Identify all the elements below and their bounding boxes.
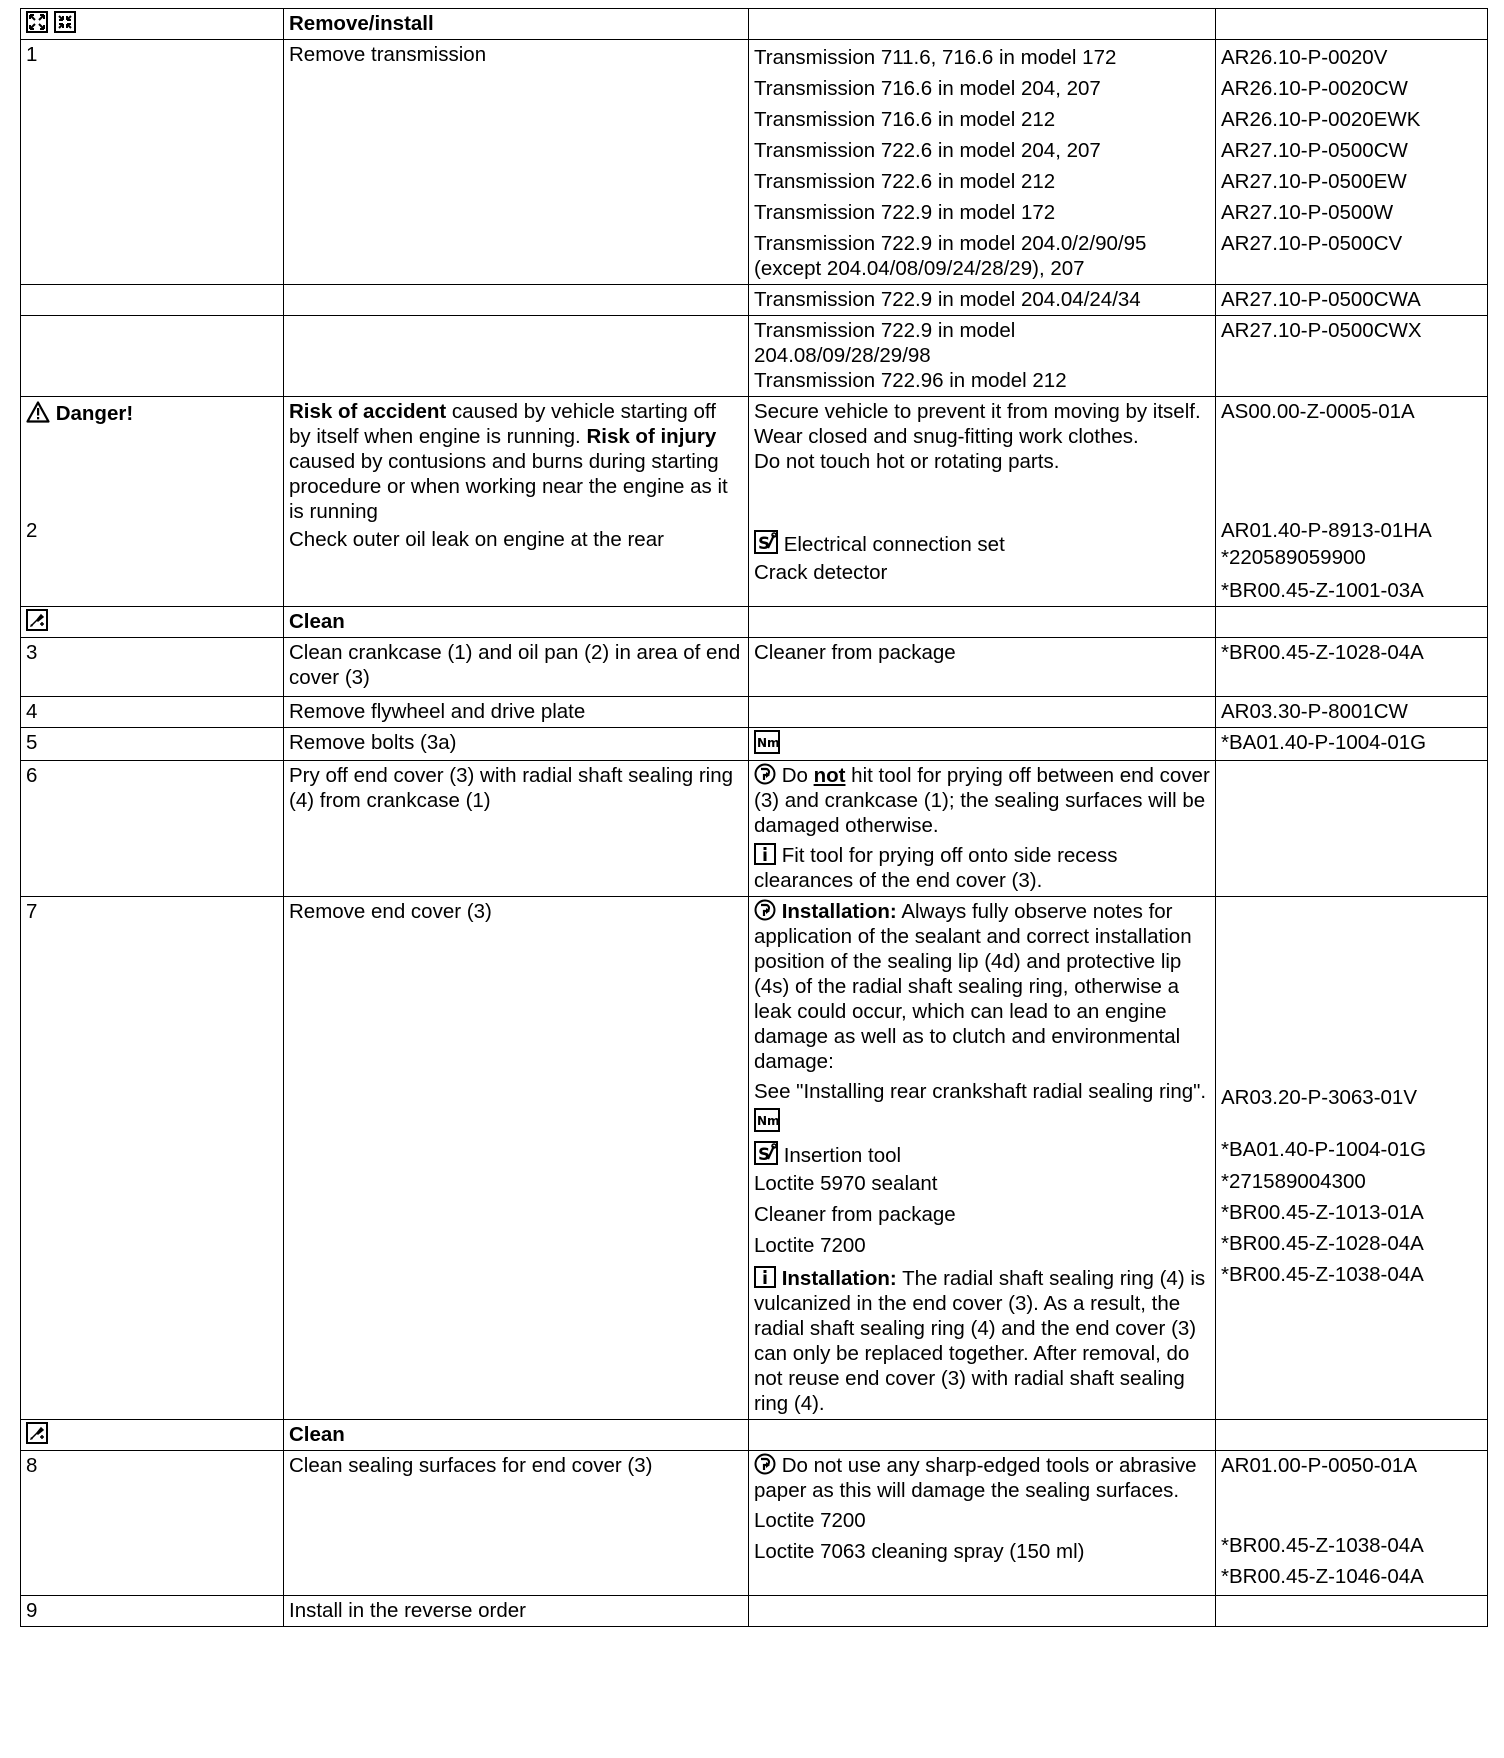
step-text: Remove flywheel and drive plate xyxy=(284,697,749,728)
header-icon-cell xyxy=(21,9,284,40)
safety-measures: Secure vehicle to prevent it from moving by itself. xyxy=(754,400,1201,423)
table-row xyxy=(21,728,1488,761)
torque-nm-icon xyxy=(754,1108,780,1132)
info-note: Installation: The radial shaft sealing ring (4) is vulcanized in the end cover (3). As a result, the radial shaft sealing ring (4) and the end cover (3) can only be replaced together. After removal, do not reuse end cover (3) with radial shaft sealing ring (4). xyxy=(754,1267,1206,1415)
ref-desc: Transmission 722.6 in model 212 xyxy=(754,170,1056,193)
ref-desc: (except 204.04/08/09/24/28/29), 207 xyxy=(754,257,1085,280)
remove-install-icon xyxy=(54,11,76,33)
step-number: 1 xyxy=(21,40,284,285)
step-text: Clean sealing surfaces for end cover (3) xyxy=(284,1451,749,1596)
ref-doc-link[interactable]: *BA01.40-P-1004-01G xyxy=(1221,1138,1427,1161)
clean-icon xyxy=(26,609,48,631)
step-text: Install in the reverse order xyxy=(284,1596,749,1627)
item-name: Loctite 7063 cleaning spray (150 ml) xyxy=(754,1540,1085,1563)
safety-measures: Do not touch hot or rotating parts. xyxy=(754,450,1060,473)
info-icon xyxy=(754,1266,776,1288)
tool-name: Insertion tool xyxy=(783,1144,902,1167)
ref-doc-link[interactable]: AR26.10-P-0020CW xyxy=(1221,77,1408,100)
procedure-document xyxy=(20,8,1487,1627)
item-name: Crack detector xyxy=(754,561,888,584)
item-name: Cleaner from package xyxy=(754,1203,956,1226)
step-text: Pry off end cover (3) with radial shaft sealing ring (4) from crankcase (1) xyxy=(284,761,749,897)
section-title: Remove/install xyxy=(284,9,749,40)
item-name: Cleaner from package xyxy=(749,638,1216,697)
ref-desc: Transmission 722.9 in model 172 xyxy=(754,201,1056,224)
step-text: Check outer oil leak on engine at the rear xyxy=(289,528,664,551)
table-row xyxy=(21,638,1488,697)
ref-desc: Transmission 716.6 in model 212 xyxy=(754,108,1056,131)
tool-name: Electrical connection set xyxy=(783,533,1005,556)
ref-desc: Transmission 722.9 in model 204.0/2/90/95 xyxy=(754,232,1147,255)
safety-measures: Wear closed and snug-fitting work clothes. xyxy=(754,425,1139,448)
step-number: 5 xyxy=(21,728,284,761)
table-row xyxy=(21,897,1488,1420)
tool-number-link[interactable]: *220589059900 xyxy=(1221,546,1366,569)
caution-note-icon xyxy=(754,899,776,921)
special-tool-icon xyxy=(754,530,778,554)
ref-doc-link[interactable]: AR26.10-P-0020EWK xyxy=(1221,108,1421,131)
table-row xyxy=(21,1420,1488,1451)
step-number: 2 xyxy=(26,519,38,542)
table-row xyxy=(21,316,1488,397)
ref-desc: Transmission 722.9 in model xyxy=(754,319,1016,342)
info-icon xyxy=(754,843,776,865)
caution-note: Do not hit tool for prying off between end cover (3) and crankcase (1); the sealing surfaces will be damaged otherwise. xyxy=(754,764,1210,837)
section-title: Clean xyxy=(284,607,749,638)
table-row xyxy=(21,9,1488,40)
step-number: 6 xyxy=(21,761,284,897)
ref-desc: Transmission 716.6 in model 204, 207 xyxy=(754,77,1101,100)
ref-doc-link[interactable]: AR01.00-P-0050-01A xyxy=(1221,1454,1418,1477)
step-number: 9 xyxy=(21,1596,284,1627)
ref-doc-link[interactable]: AR03.20-P-3063-01V xyxy=(1221,1086,1418,1109)
ref-doc-link[interactable]: *BR00.45-Z-1038-04A xyxy=(1221,1534,1424,1557)
ref-doc-link[interactable]: AR01.40-P-8913-01HA xyxy=(1221,519,1432,542)
section-title: Clean xyxy=(284,1420,749,1451)
warning-triangle-icon xyxy=(26,401,50,423)
danger-label: Danger! xyxy=(55,402,134,425)
ref-doc-link[interactable]: AS00.00-Z-0005-01A xyxy=(1221,400,1415,423)
special-tool-icon xyxy=(754,1141,778,1165)
step-number: 4 xyxy=(21,697,284,728)
see-reference: See "Installing rear crankshaft radial sealing ring". xyxy=(754,1080,1207,1103)
caution-note: Installation: Always fully observe notes for application of the sealant and correct installation position of the sealing lip (4d) and protective lip (4s) of the radial shaft sealing ring, otherwise a leak could occur, which can lead to an engine damage as well as to clutch and environmental damage: xyxy=(754,900,1192,1073)
ref-doc-link[interactable]: *BR00.45-Z-1038-04A xyxy=(1221,1263,1424,1286)
ref-doc-link[interactable]: AR27.10-P-0500CWX xyxy=(1216,316,1488,397)
caution-note: Do not use any sharp-edged tools or abrasive paper as this will damage the sealing surfaces. xyxy=(754,1454,1197,1502)
step-number: 8 xyxy=(21,1451,284,1596)
danger-text: Risk of accident caused by vehicle starting off by itself when engine is running. Risk of injury caused by contusions and burns during starting procedure or when working near the engine as it is running xyxy=(289,400,728,523)
caution-note-icon xyxy=(754,1453,776,1475)
step-text: Remove transmission xyxy=(284,40,749,285)
step-text: Remove end cover (3) xyxy=(284,897,749,1420)
ref-doc-link[interactable]: AR03.30-P-8001CW xyxy=(1216,697,1488,728)
svg-text:Nm: Nm xyxy=(757,1114,780,1128)
tool-line xyxy=(754,530,1210,557)
ref-desc: 204.08/09/28/29/98 xyxy=(754,344,931,367)
svg-text:S: S xyxy=(758,1145,771,1165)
ref-desc: Transmission 722.96 in model 212 xyxy=(754,369,1067,392)
procedure-table xyxy=(20,8,1488,1627)
item-name: Loctite 5970 sealant xyxy=(754,1172,938,1195)
step-number: 3 xyxy=(21,638,284,697)
ref-doc-link[interactable]: AR27.10-P-0500CV xyxy=(1221,232,1403,255)
ref-doc-link[interactable]: *BR00.45-Z-1028-04A xyxy=(1216,638,1488,697)
info-note: Fit tool for prying off onto side recess clearances of the end cover (3). xyxy=(754,844,1118,892)
ref-doc-link[interactable]: AR27.10-P-0500CWA xyxy=(1216,285,1488,316)
ref-doc-link[interactable]: *BR00.45-Z-1001-03A xyxy=(1221,579,1424,602)
table-row xyxy=(21,285,1488,316)
ref-desc: Transmission 711.6, 716.6 in model 172 xyxy=(754,46,1117,69)
remove-install-icon xyxy=(26,11,48,33)
item-name: Loctite 7200 xyxy=(754,1509,866,1532)
ref-doc-link[interactable]: AR27.10-P-0500CW xyxy=(1221,139,1408,162)
tool-line xyxy=(754,1141,1210,1168)
tool-number-link[interactable]: *271589004300 xyxy=(1221,1170,1366,1193)
table-row xyxy=(21,1596,1488,1627)
svg-text:Nm: Nm xyxy=(757,736,780,750)
svg-text:S: S xyxy=(758,534,771,554)
ref-doc-link[interactable]: *BR00.45-Z-1046-04A xyxy=(1221,1565,1424,1588)
ref-doc-link[interactable]: AR27.10-P-0500W xyxy=(1221,201,1394,224)
table-row xyxy=(21,607,1488,638)
ref-doc-link[interactable]: *BR00.45-Z-1013-01A xyxy=(1221,1201,1424,1224)
table-row xyxy=(21,1451,1488,1596)
step-number: 7 xyxy=(21,897,284,1420)
step-text: Clean crankcase (1) and oil pan (2) in area of end cover (3) xyxy=(284,638,749,697)
table-row xyxy=(21,761,1488,897)
step-text: Remove bolts (3a) xyxy=(284,728,749,761)
clean-icon xyxy=(26,1422,48,1444)
ref-desc: Transmission 722.6 in model 204, 207 xyxy=(754,139,1101,162)
ref-doc-link[interactable]: *BR00.45-Z-1028-04A xyxy=(1221,1232,1424,1255)
torque-nm-icon xyxy=(754,730,780,754)
table-row xyxy=(21,40,1488,285)
ref-desc: Transmission 722.9 in model 204.04/24/34 xyxy=(749,285,1216,316)
caution-note-icon xyxy=(754,763,776,785)
item-name: Loctite 7200 xyxy=(754,1234,866,1257)
table-row xyxy=(21,397,1488,607)
table-row xyxy=(21,697,1488,728)
ref-doc-link[interactable]: *BA01.40-P-1004-01G xyxy=(1216,728,1488,761)
ref-doc-link[interactable]: AR26.10-P-0020V xyxy=(1221,46,1388,69)
ref-doc-link[interactable]: AR27.10-P-0500EW xyxy=(1221,170,1407,193)
